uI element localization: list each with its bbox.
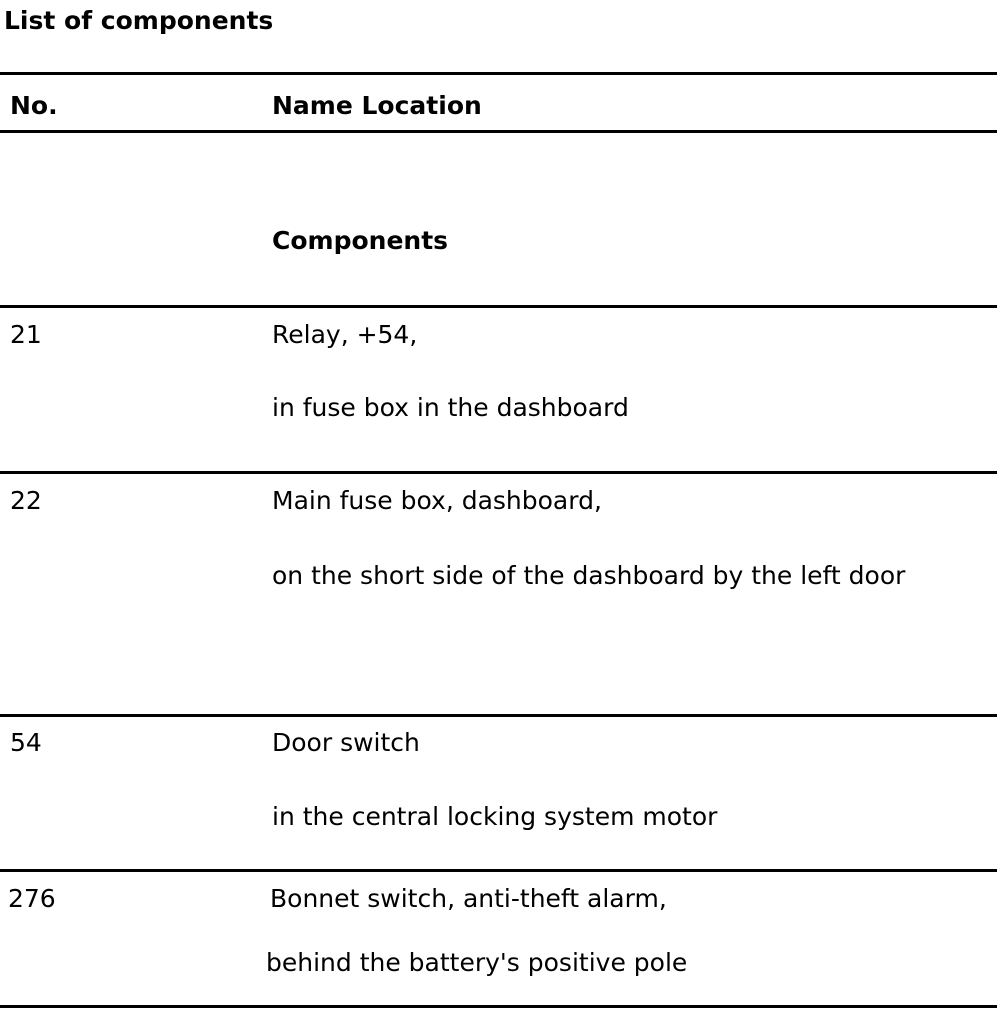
- component-name: Main fuse box, dashboard,: [272, 486, 602, 515]
- component-location: in fuse box in the dashboard: [272, 393, 629, 422]
- component-name: Door switch: [272, 728, 420, 757]
- column-header-no: No.: [10, 91, 58, 120]
- row-divider: [0, 869, 997, 872]
- component-location: behind the battery's positive pole: [266, 948, 688, 977]
- table-top-rule: [0, 72, 997, 75]
- table-bottom-rule: [0, 1005, 997, 1008]
- component-number: 21: [10, 320, 42, 349]
- component-number: 276: [8, 884, 56, 913]
- component-number: 54: [10, 728, 42, 757]
- component-name: Bonnet switch, anti-theft alarm,: [270, 884, 667, 913]
- header-bottom-rule: [0, 130, 997, 133]
- component-location: in the central locking system motor: [272, 802, 718, 831]
- column-header-name-location: Name Location: [272, 91, 482, 120]
- row-divider: [0, 714, 997, 717]
- component-location: on the short side of the dashboard by the left door: [272, 561, 906, 590]
- section-rule: [0, 305, 997, 308]
- page-title: List of components: [4, 6, 274, 35]
- row-divider: [0, 471, 997, 474]
- component-number: 22: [10, 486, 42, 515]
- section-heading: Components: [272, 226, 449, 255]
- component-name: Relay, +54,: [272, 320, 418, 349]
